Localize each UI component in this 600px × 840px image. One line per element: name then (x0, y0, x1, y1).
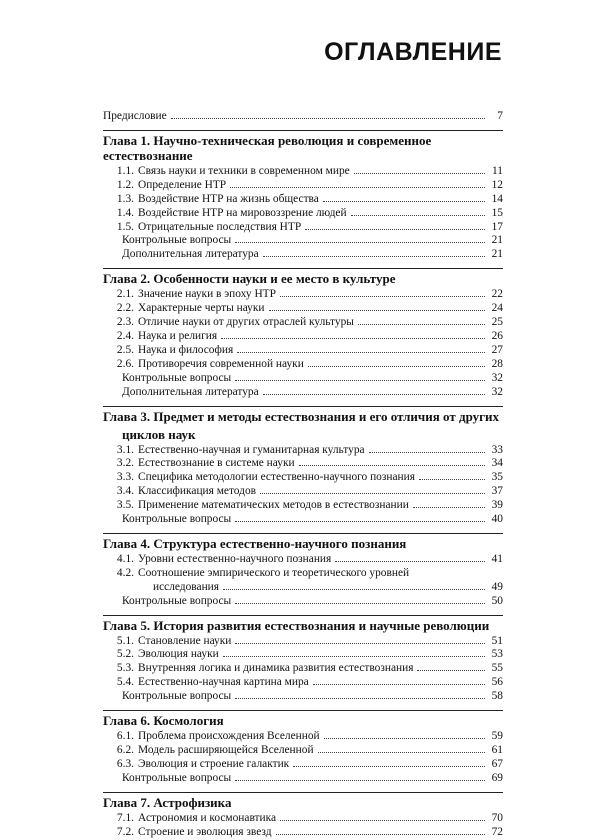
chapter-section (103, 130, 503, 262)
toc-entry-title: Естествознание в системе науки (138, 457, 295, 470)
toc-page-number: 11 (492, 164, 503, 177)
dot-leader (305, 229, 485, 230)
dot-leader (324, 738, 485, 739)
chapter-title-text: Глава 5. История развития естествознания и научные революции (103, 617, 490, 633)
toc-page-number: 59 (491, 730, 503, 743)
dot-leader (235, 242, 485, 243)
toc-page-number: 55 (491, 662, 503, 675)
toc-row[interactable] (103, 595, 503, 609)
toc-page-number: 61 (491, 744, 503, 756)
toc-entry-title: Специфика методологии естественно-научного познания (138, 471, 415, 484)
section-number: 1.3. (116, 192, 134, 205)
page-title: ОГЛАВЛЕНИЕ (324, 38, 502, 66)
toc-entry-title: Проблема происхождения Вселенной (138, 730, 320, 743)
section-number: 5.2. (116, 648, 134, 661)
dot-leader (358, 324, 485, 325)
section-number: 7.2. (116, 825, 134, 838)
dot-leader (235, 380, 485, 381)
dot-leader (237, 352, 485, 353)
toc-page-number: 34 (491, 457, 503, 470)
toc-row[interactable] (103, 193, 503, 207)
dot-leader (276, 834, 486, 835)
toc-page-number: 7 (497, 110, 503, 122)
toc-row[interactable] (103, 758, 503, 772)
toc-page-number: 56 (491, 676, 503, 689)
toc-row[interactable] (103, 648, 503, 662)
dot-leader (351, 215, 485, 216)
toc-row[interactable] (103, 444, 503, 458)
table-of-contents (103, 110, 503, 840)
dot-leader (419, 479, 485, 480)
toc-entry-title: Контрольные вопросы (122, 513, 232, 526)
section-number: 3.4. (116, 485, 134, 498)
toc-page-number: 32 (491, 371, 503, 384)
toc-entry-title: Дополнительная литература (122, 248, 259, 261)
toc-page-number: 51 (491, 634, 503, 647)
toc-page-number: 69 (491, 771, 503, 784)
toc-row[interactable] (103, 662, 503, 676)
section-number: 3.3. (116, 471, 134, 484)
chapter-section (103, 406, 503, 527)
chapter-section (103, 615, 503, 705)
section-number: 5.4. (116, 676, 134, 689)
chapter-title[interactable] (103, 271, 503, 286)
toc-row[interactable] (103, 358, 503, 372)
toc-entry-title: Воздействие НТР на жизнь общества (138, 192, 319, 205)
toc-page-number: 32 (491, 385, 503, 398)
toc-row[interactable] (103, 499, 503, 513)
toc-row[interactable] (103, 772, 503, 786)
dot-leader (235, 643, 485, 644)
section-number: 4.1. (116, 552, 134, 565)
section-number: 6.3. (116, 757, 134, 770)
toc-row[interactable] (103, 635, 503, 649)
dot-leader (260, 493, 485, 494)
dot-leader (323, 201, 485, 202)
toc-entry-title: Характерные черты науки (138, 302, 265, 315)
toc-entry-title: Отрицательные последствия НТР (138, 220, 302, 233)
chapter-section (103, 533, 503, 609)
section-number: 2.3. (116, 316, 134, 329)
dot-leader (280, 820, 485, 821)
chapter-title[interactable] (103, 795, 503, 810)
toc-row[interactable] (103, 372, 503, 386)
toc-page-number: 37 (491, 485, 503, 498)
toc-entry-title: Наука и философия (138, 343, 234, 356)
toc-page-number: 50 (491, 594, 503, 607)
toc-page-number: 12 (491, 178, 503, 191)
toc-entry-title: Естественно-научная и гуманитарная культура (138, 443, 365, 456)
chapter-title[interactable] (103, 409, 503, 442)
chapter-title-text: Глава 4. Структура естественно-научного познания (103, 535, 407, 551)
chapter-title-text: Глава 2. Особенности науки и ее место в культуре (103, 271, 396, 287)
dot-leader (223, 589, 485, 590)
section-number: 5.3. (116, 662, 134, 675)
chapter-title-text: Глава 6. Космология (103, 713, 224, 729)
toc-entry-title: Значение науки в эпоху НТР (138, 288, 276, 301)
toc-entry-title: Естественно-научная картина мира (138, 676, 309, 689)
section-number: 3.5. (116, 499, 134, 512)
dot-leader (263, 394, 485, 395)
toc-row[interactable] (103, 207, 503, 221)
toc-entry-title: Применение математических методов в естествознании (138, 499, 409, 512)
dot-leader (335, 561, 485, 562)
toc-entry-title: Эволюция науки (138, 648, 219, 661)
toc-row-preface[interactable] (103, 110, 503, 124)
chapter-title[interactable] (103, 536, 503, 551)
toc-page-number: 24 (491, 302, 503, 315)
dot-leader (221, 338, 485, 339)
toc-entry-title: Контрольные вопросы (122, 371, 232, 384)
chapter-title-continuation: циклов наук (122, 426, 196, 442)
dot-leader (235, 521, 485, 522)
section-number: 2.1. (116, 288, 134, 301)
section-number: 1.2. (116, 178, 134, 191)
toc-entry-title: Наука и религия (138, 329, 218, 342)
toc-row-continuation[interactable] (103, 581, 503, 595)
toc-entry-title: Отличие науки от других отраслей культуры (138, 316, 354, 329)
dot-leader (269, 310, 485, 311)
chapter-title[interactable] (103, 618, 503, 633)
dot-leader (280, 296, 485, 297)
toc-row[interactable] (103, 567, 503, 581)
toc-page-number: 21 (491, 248, 503, 261)
toc-page-number: 33 (491, 443, 503, 456)
chapter-section (103, 268, 503, 399)
toc-row[interactable] (103, 485, 503, 499)
toc-entry-title: Строение и эволюция звезд (138, 825, 272, 838)
section-number: 2.4. (116, 329, 134, 342)
chapter-title-text: Глава 3. Предмет и методы естествознания и его отличия от других (103, 408, 500, 424)
chapter-title-text: Глава 1. Научно-техническая революция и современное естествознание (103, 132, 432, 163)
toc-page-number: 15 (491, 206, 503, 219)
section-number: 6.1. (116, 730, 134, 743)
toc-entry-title: Связь науки и техники в современном мире (138, 164, 350, 177)
dot-leader (308, 366, 485, 367)
section-number: 6.2. (116, 744, 134, 756)
dot-leader (223, 656, 485, 657)
toc-row[interactable] (103, 676, 503, 690)
toc-page-number: 17 (491, 220, 503, 233)
toc-entry-title: Модель расширяющейся Вселенной (138, 744, 314, 756)
toc-page-number: 70 (491, 811, 503, 824)
dot-leader (299, 465, 485, 466)
toc-row[interactable] (103, 316, 503, 330)
toc-entry-title: Соотношение эмпирического и теоретического уровней (138, 566, 410, 579)
chapter-section (103, 710, 503, 786)
toc-entry-title: Противоречия современной науки (138, 357, 304, 370)
dot-leader (263, 256, 485, 257)
dot-leader (318, 752, 485, 753)
dot-leader (413, 507, 485, 508)
toc-row[interactable] (103, 344, 503, 358)
section-number: 3.2. (116, 457, 134, 470)
chapter-title[interactable] (103, 713, 503, 728)
toc-row[interactable] (103, 690, 503, 704)
section-number: 2.2. (116, 302, 134, 315)
toc-row[interactable] (103, 471, 503, 485)
toc-page-number: 58 (491, 690, 503, 703)
toc-page-number: 35 (491, 471, 503, 484)
section-number: 7.1. (116, 811, 134, 824)
toc-page-number: 22 (491, 288, 503, 301)
section-number: 2.5. (116, 343, 134, 356)
toc-page-number: 26 (491, 329, 503, 342)
toc-row[interactable] (103, 513, 503, 527)
toc-row[interactable] (103, 744, 503, 758)
toc-row[interactable] (103, 165, 503, 179)
dot-leader (354, 173, 485, 174)
dot-leader (293, 766, 485, 767)
toc-page-number: 72 (491, 825, 503, 838)
chapter-section (103, 792, 503, 840)
toc-row[interactable] (103, 234, 503, 248)
toc-page-number: 25 (491, 316, 503, 329)
toc-row[interactable] (103, 302, 503, 316)
toc-row[interactable] (103, 457, 503, 471)
toc-entry-title: Эволюция и строение галактик (138, 757, 290, 770)
toc-entry-title: Контрольные вопросы (122, 594, 232, 607)
toc-row[interactable] (103, 553, 503, 567)
chapters-list (103, 130, 503, 840)
toc-entry-title: Контрольные вопросы (122, 771, 232, 784)
section-number: 1.4. (116, 206, 134, 219)
toc-entry-title-continuation: исследования (153, 580, 220, 593)
section-number: 3.1. (116, 443, 134, 456)
section-number: 2.6. (116, 357, 134, 370)
dot-leader (369, 452, 485, 453)
toc-row[interactable] (103, 826, 503, 840)
toc-entry-title: Уровни естественно-научного познания (138, 552, 332, 565)
toc-entry-title: Контрольные вопросы (122, 234, 232, 247)
toc-row[interactable] (103, 288, 503, 302)
toc-entry-title: Определение НТР (138, 178, 227, 191)
section-number: 5.1. (116, 634, 134, 647)
toc-entry-title: Внутренняя логика и динамика развития естествознания (138, 662, 414, 675)
toc-page-number: 27 (491, 343, 503, 356)
dot-leader (171, 118, 485, 119)
toc-row[interactable] (103, 248, 503, 262)
toc-page-number: 67 (491, 757, 503, 770)
toc-row[interactable] (103, 179, 503, 193)
section-number: 1.1. (116, 164, 134, 177)
chapter-title[interactable] (103, 133, 503, 163)
toc-page-number: 39 (491, 499, 503, 512)
dot-leader (235, 698, 485, 699)
toc-page-number: 21 (491, 234, 503, 247)
toc-row[interactable] (103, 812, 503, 826)
dot-leader (417, 670, 485, 671)
chapter-title-text: Глава 7. Астрофизика (103, 794, 232, 810)
toc-page-number: 14 (491, 192, 503, 205)
dot-leader (230, 187, 485, 188)
toc-entry-title: Становление науки (138, 634, 232, 647)
toc-page-number: 28 (491, 357, 503, 370)
toc-entry-title: Классификация методов (138, 485, 257, 498)
toc-row[interactable] (103, 221, 503, 235)
toc-entry-title: Дополнительная литература (122, 385, 259, 398)
section-number: 4.2. (116, 566, 134, 579)
toc-page-number: 41 (491, 552, 503, 565)
toc-page-number: 49 (491, 580, 503, 593)
toc-page-number: 40 (491, 513, 503, 526)
dot-leader (235, 603, 485, 604)
toc-row[interactable] (103, 730, 503, 744)
section-number: 1.5. (116, 220, 134, 233)
toc-page-number: 53 (491, 648, 503, 661)
dot-leader (313, 684, 485, 685)
toc-row[interactable] (103, 386, 503, 400)
toc-entry-title: Контрольные вопросы (122, 690, 232, 703)
dot-leader (235, 780, 485, 781)
toc-entry-title: Астрономия и космонавтика (138, 811, 277, 824)
toc-entry-title: Воздействие НТР на мировоззрение людей (138, 206, 347, 219)
toc-row[interactable] (103, 330, 503, 344)
toc-entry-title: Предисловие (103, 110, 167, 122)
